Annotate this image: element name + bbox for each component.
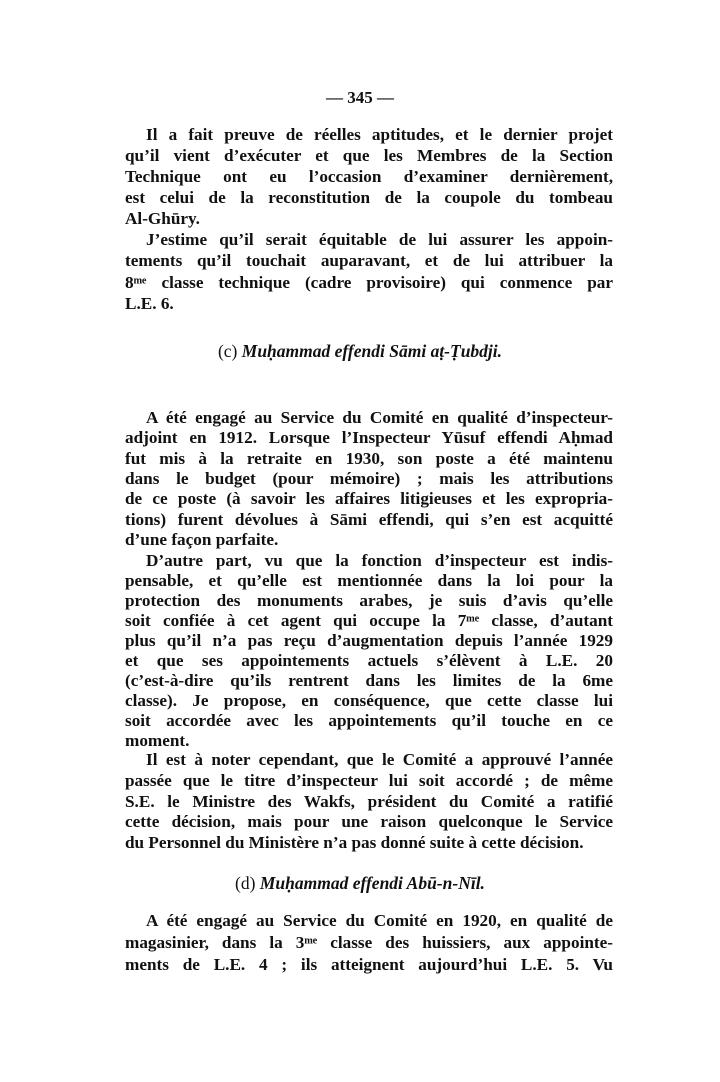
heading-name: Muḥammad effendi Sāmi aṭ-Ṭubdji. bbox=[241, 341, 503, 361]
text-line: magasinier, dans la 3ᵐᵉ classe des huissiers, aux appointe- bbox=[125, 933, 613, 952]
text-line: du Personnel du Ministère n’a pas donné suite à cette décision. bbox=[125, 833, 584, 852]
page-number: — 345 — bbox=[326, 88, 394, 107]
text-line: qu’il vient d’exécuter et que les Membres de la Section bbox=[125, 146, 613, 165]
text-line: plus qu’il n’a pas reçu d’augmentation depuis l’année 1929 bbox=[125, 631, 613, 650]
text-line: Il est à noter cependant, que le Comité a approuvé l’année bbox=[146, 750, 613, 769]
heading-label: (d) bbox=[235, 873, 256, 893]
text-line: 8ᵐᵉ classe technique (cadre provisoire) qui conmence par bbox=[125, 273, 613, 292]
text-line: et que ses appointements actuels s’élèvent à L.E. 20 bbox=[125, 651, 613, 670]
text-line: moment. bbox=[125, 731, 190, 750]
section-heading-c bbox=[0, 340, 720, 362]
text-line: ments de L.E. 4 ; ils atteignent aujourd’hui L.E. 5. Vu bbox=[125, 955, 613, 974]
text-line: Al-Ghūry. bbox=[125, 209, 200, 228]
text-line: dans le budget (pour mémoire) ; mais les attributions bbox=[125, 469, 613, 488]
text-line: J’estime qu’il serait équitable de lui assurer les appoin- bbox=[146, 230, 613, 249]
text-line: adjoint en 1912. Lorsque l’Inspecteur Yūsuf effendi Aḥmad bbox=[125, 428, 613, 447]
text-line: soit accordée avec les appointements qu’il touche en ce bbox=[125, 711, 613, 730]
text-line: tions) furent dévolues à Sāmi effendi, qui s’en est acquitté bbox=[125, 510, 613, 529]
text-line: fut mis à la retraite en 1930, son poste a été maintenu bbox=[125, 449, 613, 468]
text-line: A été engagé au Service du Comité en qualité d’inspecteur- bbox=[146, 408, 613, 427]
text-line: D’autre part, vu que la fonction d’inspecteur est indis- bbox=[146, 551, 613, 570]
text-line: est celui de la reconstitution de la coupole du tombeau bbox=[125, 188, 613, 207]
heading-name: Muḥammad effendi Abū-n-Nīl. bbox=[259, 873, 485, 893]
text-line: A été engagé au Service du Comité en 1920, en qualité de bbox=[146, 911, 613, 930]
text-line: protection des monuments arabes, je suis d’avis qu’elle bbox=[125, 591, 613, 610]
text-line: (c’est-à-dire qu’ils rentrent dans les limites de la 6me bbox=[125, 671, 613, 690]
text-line: Il a fait preuve de réelles aptitudes, et le dernier projet bbox=[146, 125, 613, 144]
text-line: classe). Je propose, en conséquence, que cette classe lui bbox=[125, 691, 613, 710]
section-heading-d bbox=[0, 872, 720, 894]
text-line: Technique ont eu l’occasion d’examiner dernièrement, bbox=[125, 167, 613, 186]
text-line: tements qu’il touchait auparavant, et de lui attribuer la bbox=[125, 251, 613, 270]
text-line: cette décision, mais pour une raison quelconque le Service bbox=[125, 812, 613, 831]
text-line: d’une façon parfaite. bbox=[125, 530, 279, 549]
text-line: de ce poste (à savoir les affaires litigieuses et les expropria- bbox=[125, 489, 613, 508]
text-line: soit confiée à cet agent qui occupe la 7ᵐᵉ classe, d’autant bbox=[125, 611, 613, 630]
text-line: S.E. le Ministre des Wakfs, président du Comité a ratifié bbox=[125, 792, 613, 811]
text-line: pensable, et qu’elle est mentionnée dans la loi pour la bbox=[125, 571, 613, 590]
text-line: passée que le titre d’inspecteur lui soit accordé ; de même bbox=[125, 771, 613, 790]
heading-label: (c) bbox=[217, 341, 238, 361]
text-line: L.E. 6. bbox=[125, 294, 174, 313]
